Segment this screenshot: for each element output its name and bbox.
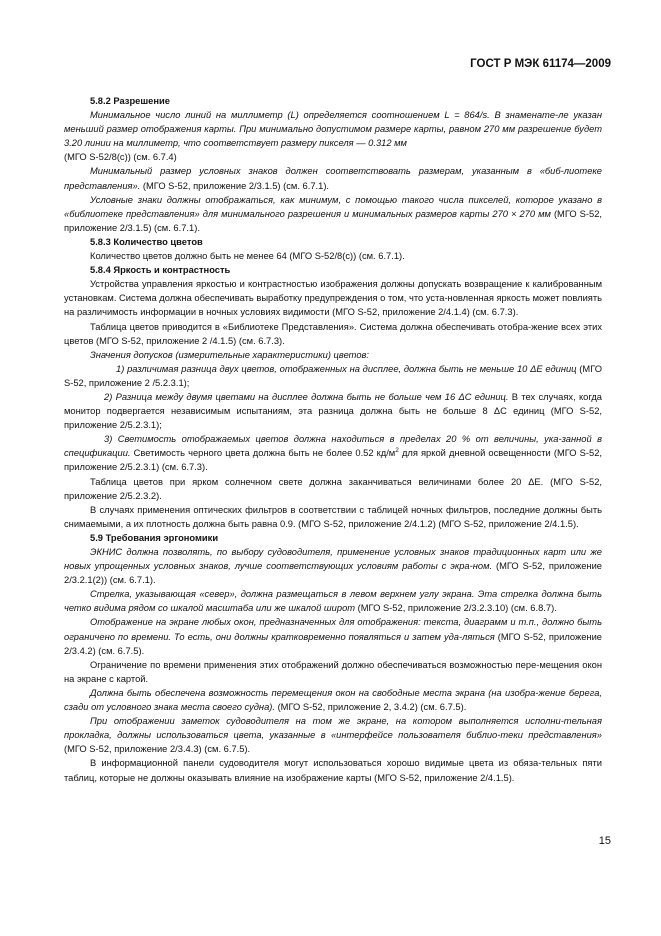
italic-text: 1) различимая разница двух цветов, отображенных на дисплее, должна быть не меньше 10 ΔE единиц [116, 363, 577, 374]
paragraph: Количество цветов должно быть не менее 64 (МГО S-52/8(c)) (см. 6.7.1). [90, 251, 405, 262]
section-heading-5-9: 5.9 Требования эргономики [90, 532, 219, 543]
reference-text: (МГО S-52, приложение 2/3.4.3) (см. 6.7.5). [64, 744, 251, 755]
page-number: 15 [598, 835, 611, 847]
italic-text: 2) Разница между двумя цветами на дисплее должна быть не больше чем 16 ΔC единиц. [104, 391, 509, 402]
italic-text: Стрелка, указывающая «север», должна размещаться в левом верхнем углу экрана. Эта стрелка должна быть четко видима рядом со шкалой масштаба или же шкалой широт [64, 589, 602, 614]
paragraph: Таблица цветов приводится в «Библиотеке Представления». Система должна обеспечивать отобра-жение всех этих цветов (МГО S-52, приложение 2 /4.1.5) (см. 6.7.3). [64, 321, 602, 346]
italic-text: При отображении заметок судоводителя на том же экране, на котором выполняется исполни-тельная прокладка, должны использоваться цвета, указанные в «интерфейсе пользователя библио-теки представления» [64, 716, 602, 741]
italic-text: Отображение на экране любых окон, предназначенных для отображения: текста, диаграмм и т.п., должно быть ограничено по времени. То есть, они должны кратковременно появляться и затем уда-ляться [64, 617, 602, 642]
italic-text: Минимальное число линий на миллиметр (L) определяется соотношением L = 864/s. В знаменате-ле указан меньший размер отображения карты. При минимально допустимом размере карты, равном 270 мм разрешение будет 3.20 линии на миллиметр, что соответствует размеру пикселя — 0.312 мм [64, 110, 602, 149]
reference-text: (МГО S-52, приложение 2, 3.4.2) (см. 6.7.5). [274, 702, 467, 713]
section-heading-5-8-4: 5.8.4 Яркость и контрастность [90, 265, 231, 276]
paragraph [64, 390, 602, 432]
paragraph [64, 686, 602, 714]
paragraph: В информационной панели судоводителя могут использоваться хорошо видимые цвета из обяза-тельных пяти таблиц, которые не должны оказывать влияние на изображение карты (МГО S-52, приложение 2/4.1.5). [64, 758, 602, 783]
superscript: 2 [395, 447, 399, 455]
document-body [64, 94, 602, 785]
italic-text: Условные знаки должны отображаться, как минимум, с помощью такого числа пикселей, которое указано в «библиотеке представления» для минимального разрешения и минимальных размеров карты 270 × 270 мм [64, 194, 602, 219]
paragraph [64, 108, 602, 150]
reference-text: Светимость черного цвета должна быть не более 0.52 кд/м [130, 448, 396, 459]
paragraph [64, 193, 602, 235]
reference-text: (МГО S-52, приложение 2/3.1.5) (см. 6.7.1). [64, 208, 602, 233]
paragraph: Таблица цветов при ярком солнечном свете должна заканчиваться величинами более 20 ΔE. (МГО S-52, приложение 2/5.2.3.2). [64, 476, 602, 501]
reference-text: (МГО S-52, приложение 2/3.4.2) (см. 6.7.5). [64, 631, 602, 656]
document-header: ГОСТ Р МЭК 61174—2009 [470, 58, 611, 70]
paragraph [64, 362, 602, 390]
reference-text: (МГО S-52, приложение 2/3.1.5) (см. 6.7.1). [140, 180, 330, 191]
paragraph: (МГО S-52/8(с)) (см. 6.7.4) [64, 152, 177, 163]
italic-text: Значения допусков (измерительные характеристики) цветов: [90, 349, 370, 360]
italic-text: 3) Светимость отображаемых цветов должна находиться в пределах 20 % от величины, ука-занной в спецификации. [64, 434, 602, 459]
reference-text: В тех случаях, когда монитор подвергается независимым испытаниям, эта разница должна быть не больше 8 ΔC единиц (МГО S-52, приложение 2/5.2.3.1); [64, 391, 602, 431]
paragraph [64, 587, 602, 615]
paragraph: В случаях применения оптических фильтров в соответствии с таблицей ночных фильтров, последние должны быть снимаемыми, а их плотность должна быть равна 0.9. (МГО S-52, приложение 2/4.1.2) (МГО S-52, приложение 2/4.1.5). [64, 504, 602, 529]
reference-text: (МГО S-52, приложение 2 /5.2.3.1); [64, 363, 603, 388]
paragraph [64, 432, 602, 474]
reference-text: (МГО S-52, приложение 2/3.2.3.10) (см. 6.8.7). [355, 603, 557, 614]
italic-text: Минимальный размер условных знаков должен соответствовать размерам, указанным в «биб-лиотеке представления». [64, 166, 602, 191]
reference-text: для яркой дневной освещенности (МГО S-52, приложение 2/5.2.3.1) (см. 6.7.3). [64, 448, 602, 473]
paragraph [64, 615, 602, 657]
paragraph: Устройства управления яркостью и контрастностью изображения должны допускать возвращение к калиброванным установкам. Система должна обеспечивать выработку предупреждения о том, что уста-новленная яркость может повлиять на различимость информации в ночных условиях видимости (МГО S-52, приложение 2/4.1.4) (см. 6.7.3). [64, 279, 602, 318]
paragraph: Ограничение по времени применения этих отображений должно обеспечиваться возможностью пере-мещения окон на экране с картой. [64, 659, 602, 684]
paragraph [64, 545, 602, 587]
section-heading-5-8-2: 5.8.2 Разрешение [90, 96, 170, 106]
italic-text: Должна быть обеспечена возможность перемещения окон на свободные места экрана (на изобра-жение берега, сзади от условного знака места своего судна). [64, 687, 602, 713]
reference-text: (МГО S-52, приложение 2/3.2.1(2)) (см. 6.7.1). [64, 561, 602, 586]
paragraph [64, 164, 602, 192]
section-heading-5-8-3: 5.8.3 Количество цветов [90, 236, 203, 247]
paragraph [64, 714, 602, 756]
paragraph [64, 348, 602, 362]
italic-text: ЭКНИС должна позволять, по выбору судоводителя, применение условных знаков традиционных карт или же новых упрощенных условных знаков, лучше соответствующих условиям работы с экра-ном. [64, 547, 602, 572]
